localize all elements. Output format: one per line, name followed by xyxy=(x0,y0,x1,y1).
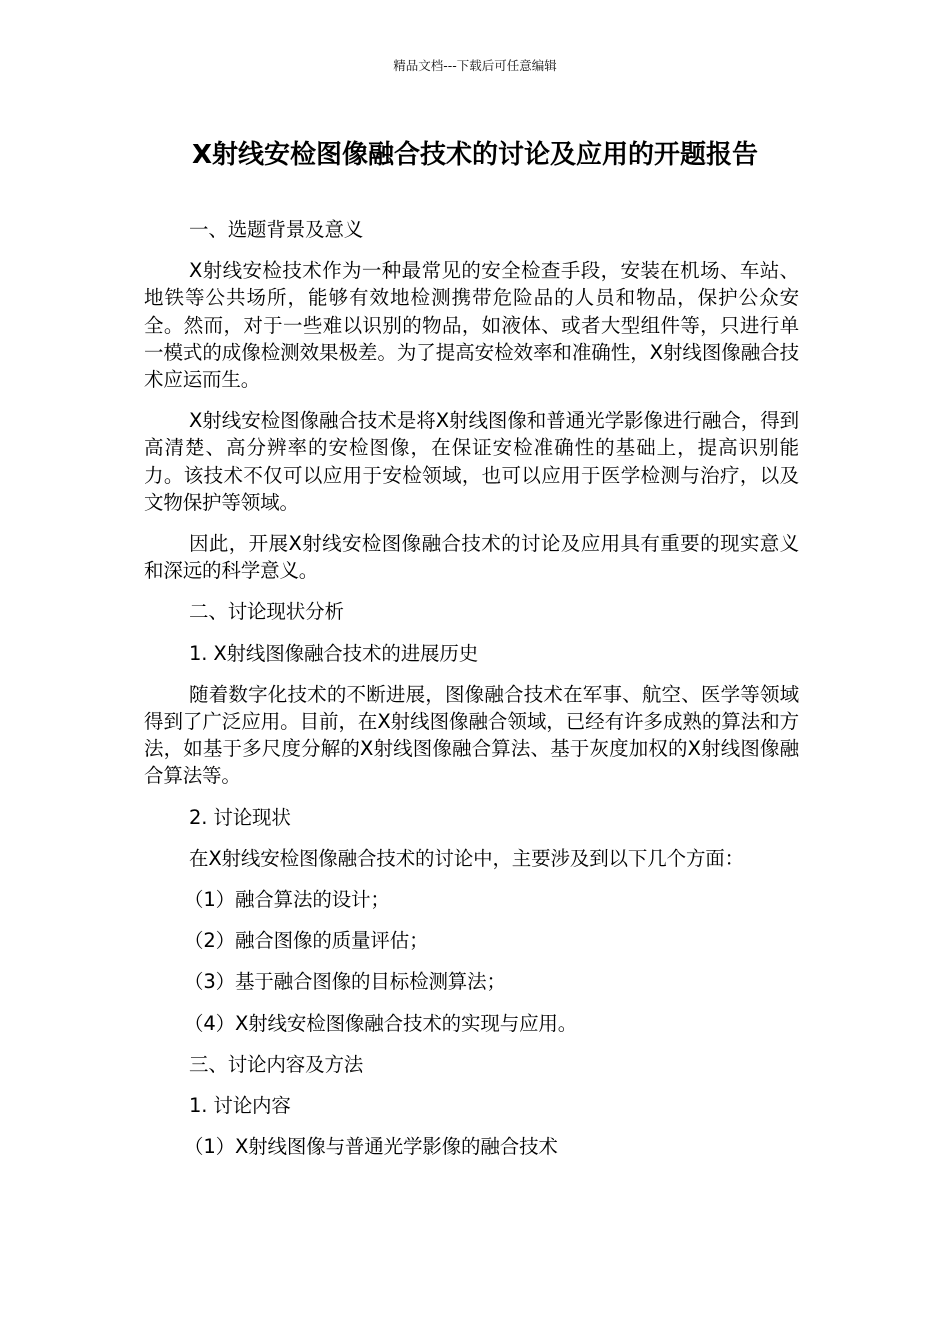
paragraph-background-2: X射线安检图像融合技术是将X射线图像和普通光学影像进行融合，得到高清楚、高分辨率的安检图像，在保证安检准确性的基础上，提高识别能力。该技术不仅可以应用于安检领域，也可以应用于医学检测与治疗，以及文物保护等领域。 xyxy=(144,409,799,514)
document-body xyxy=(144,216,799,1174)
subheading-status: 2. 讨论现状 xyxy=(189,805,291,829)
list-item: （3）基于融合图像的目标检测算法； xyxy=(184,970,506,994)
document-title: X射线安检图像融合技术的讨论及应用的开题报告 xyxy=(191,140,759,170)
list-item: （1）X射线图像与普通光学影像的融合技术 xyxy=(184,1135,558,1159)
paragraph-background-1: X射线安检技术作为一种最常见的安全检查手段，安装在机场、车站、地铁等公共场所，能够有效地检测携带危险品的人员和物品，保护公众安全。然而，对于一些难以识别的物品，如液体、或者大型组件等，只进行单一模式的成像检测效果极差。为了提高安检效率和准确性，X射线图像融合技术应运而生。 xyxy=(144,259,799,392)
paragraph-background-3: 因此，开展X射线安检图像融合技术的讨论及应用具有重要的现实意义和深远的科学意义。 xyxy=(144,532,799,583)
section-heading-background: 一、选题背景及意义 xyxy=(189,218,364,241)
subheading-content: 1. 讨论内容 xyxy=(189,1094,291,1118)
page-header-note: 精品文档---下载后可任意编辑 xyxy=(393,58,557,73)
list-item: （1）融合算法的设计； xyxy=(184,888,390,912)
list-item: （4）X射线安检图像融合技术的实现与应用。 xyxy=(184,1011,578,1035)
section-heading-status: 二、讨论现状分析 xyxy=(189,600,344,624)
paragraph-history: 随着数字化技术的不断进展，图像融合技术在军事、航空、医学等领域得到了广泛应用。目前，在X射线图像融合领域，已经有许多成熟的算法和方法，如基于多尺度分解的X射线图像融合算法、基于灰度加权的X射线图像融合算法等。 xyxy=(144,682,799,788)
subheading-history: 1. X射线图像融合技术的进展历史 xyxy=(189,641,479,665)
section-heading-content-methods: 三、讨论内容及方法 xyxy=(189,1052,364,1076)
paragraph-status-intro: 在X射线安检图像融合技术的讨论中，主要涉及到以下几个方面： xyxy=(189,846,745,870)
list-item: （2）融合图像的质量评估； xyxy=(184,929,429,953)
